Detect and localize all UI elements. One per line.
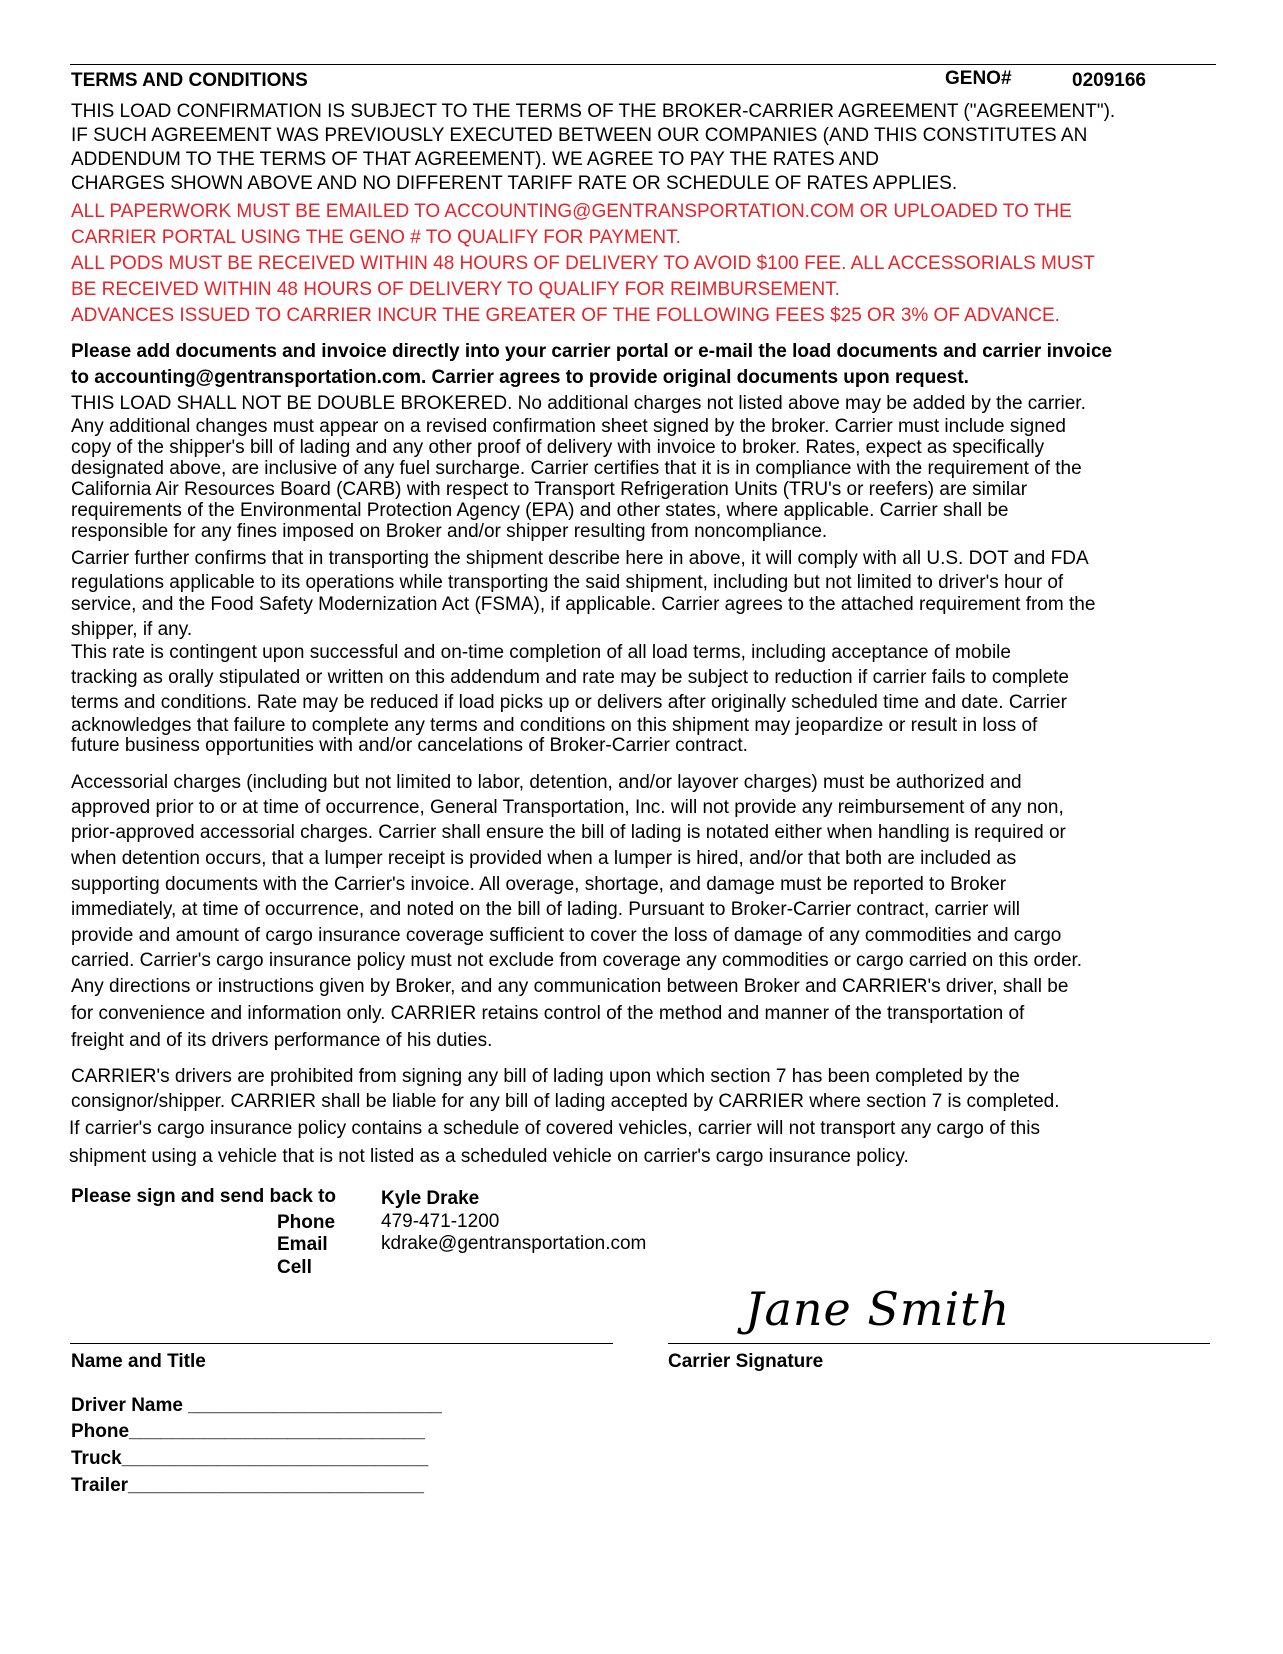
name-title-label: Name and Title — [71, 1351, 206, 1372]
text-line: service, and the Food Safety Modernization Act (FSMA), if applicable. Carrier agrees to the attached requirement from the — [71, 594, 1096, 615]
driver-phone-field: Phone____________________________ — [71, 1421, 425, 1442]
red-line: ALL PODS MUST BE RECEIVED WITHIN 48 HOURS OF DELIVERY TO AVOID $100 FEE. ALL ACCESSORIALS MUST — [71, 253, 1095, 274]
trailer-field: Trailer____________________________ — [71, 1475, 424, 1496]
email-label: Email — [277, 1234, 328, 1255]
portal-note — [71, 339, 1231, 391]
agreement-line: CHARGES SHOWN ABOVE AND NO DIFFERENT TARIFF RATE OR SCHEDULE OF RATES APPLIES. — [71, 173, 958, 194]
text-line: prior-approved accessorial charges. Carrier shall ensure the bill of lading is notated either when handling is required or — [71, 822, 1066, 843]
top-rule — [70, 64, 1216, 65]
text-line: when detention occurs, that a lumper receipt is provided when a lumper is hired, and/or that both are included as — [71, 848, 1017, 869]
red-line: ADVANCES ISSUED TO CARRIER INCUR THE GREATER OF THE FOLLOWING FEES $25 OR 3% OF ADVANCE. — [71, 305, 1060, 326]
text-line: freight and of its drivers performance of his duties. — [71, 1030, 493, 1051]
text-line: responsible for any fines imposed on Broker and/or shipper resulting from noncompliance. — [71, 521, 828, 542]
accessorial-paragraph — [71, 770, 1231, 1054]
text-line: consignor/shipper. CARRIER shall be liable for any bill of lading accepted by CARRIER where section 7 is completed. — [71, 1091, 1060, 1112]
cell-label: Cell — [277, 1257, 312, 1278]
text-line: supporting documents with the Carrier's invoice. All overage, shortage, and damage must be reported to Broker — [71, 874, 1007, 895]
agreement-paragraph — [71, 100, 1231, 196]
red-line: CARRIER PORTAL USING THE GENO # TO QUALIFY FOR PAYMENT. — [71, 227, 681, 248]
carrier-signature-label: Carrier Signature — [668, 1351, 824, 1372]
text-line: future business opportunities with and/or cancelations of Broker-Carrier contract. — [71, 735, 748, 756]
text-line: Any directions or instructions given by Broker, and any communication between Broker and CARRIER's driver, shall be — [71, 976, 1069, 997]
text-line: terms and conditions. Rate may be reduced if load picks up or delivers after originally scheduled time and date. Carrier — [71, 692, 1067, 713]
text-line: regulations applicable to its operations while transporting the said shipment, including but not limited to driver's hour of — [71, 572, 1064, 593]
rate-contingency-paragraph — [71, 640, 1231, 755]
bold-line: to accounting@gentransportation.com. Carrier agrees to provide original documents upon request. — [71, 367, 969, 388]
text-line: immediately, at time of occurrence, and noted on the bill of lading. Pursuant to Broker-Carrier contract, carrier will — [71, 899, 1021, 920]
name-title-line — [70, 1343, 613, 1344]
text-line: approved prior to or at time of occurrence, General Transportation, Inc. will not provide any reimbursement of any non, — [71, 797, 1064, 818]
text-line: requirements of the Environmental Protection Agency (EPA) and other states, where applicable. Carrier shall be — [71, 500, 1009, 521]
text-line: shipment using a vehicle that is not listed as a scheduled vehicle on carrier's cargo insurance policy. — [69, 1146, 909, 1167]
section7-paragraph — [71, 1064, 1231, 1170]
text-line: California Air Resources Board (CARB) with respect to Transport Refrigeration Units (TRU's or reefers) are similar — [71, 479, 1028, 500]
agreement-line: THIS LOAD CONFIRMATION IS SUBJECT TO THE TERMS OF THE BROKER-CARRIER AGREEMENT ("AGREEMENT"). — [71, 101, 1116, 122]
carrier-signature-line — [668, 1343, 1210, 1344]
text-line: for convenience and information only. CARRIER retains control of the method and manner of the transportation of — [71, 1003, 1025, 1024]
text-line: If carrier's cargo insurance policy contains a schedule of covered vehicles, carrier will not transport any cargo of this — [69, 1118, 1040, 1139]
phone-value: 479-471-1200 — [381, 1211, 500, 1232]
text-line: THIS LOAD SHALL NOT BE DOUBLE BROKERED. No additional charges not listed above may be added by the carrier. — [71, 393, 1086, 414]
bold-line: Please add documents and invoice directly into your carrier portal or e-mail the load documents and carrier invoice — [71, 341, 1113, 362]
terms-title: TERMS AND CONDITIONS — [71, 70, 308, 91]
text-line: copy of the shipper's bill of lading and any other proof of delivery with invoice to broker. Rates, expect as specifically — [71, 437, 1045, 458]
agreement-line: ADDENDUM TO THE TERMS OF THAT AGREEMENT). WE AGREE TO PAY THE RATES AND — [71, 149, 880, 170]
text-line: Carrier further confirms that in transporting the shipment describe here in above, it will comply with all U.S. DOT and FDA — [71, 548, 1089, 569]
payment-requirements — [71, 199, 1231, 329]
text-line: shipper, if any. — [71, 619, 193, 640]
agreement-line: IF SUCH AGREEMENT WAS PREVIOUSLY EXECUTED BETWEEN OUR COMPANIES (AND THIS CONSTITUTES AN — [71, 125, 1088, 146]
red-line: ALL PAPERWORK MUST BE EMAILED TO ACCOUNTING@GENTRANSPORTATION.COM OR UPLOADED TO THE — [71, 201, 1072, 222]
text-line: designated above, are inclusive of any fuel surcharge. Carrier certifies that it is in compliance with the requirement of the — [71, 458, 1082, 479]
email-value: kdrake@gentransportation.com — [381, 1233, 647, 1254]
double-broker-paragraph — [71, 392, 1231, 541]
dot-fda-paragraph — [71, 547, 1231, 645]
geno-label: GENO# — [945, 68, 1012, 89]
send-back-label: Please sign and send back to — [71, 1186, 337, 1207]
text-line: Accessorial charges (including but not limited to labor, detention, and/or layover charges) must be authorized and — [71, 772, 1022, 793]
text-line: provide and amount of cargo insurance coverage sufficient to cover the loss of damage of any commodities and cargo — [71, 925, 1062, 946]
text-line: This rate is contingent upon successful and on-time completion of all load terms, including acceptance of mobile — [71, 642, 1011, 663]
geno-number: 0209166 — [1072, 70, 1146, 91]
carrier-signature: Jane Smith — [745, 1282, 1011, 1336]
text-line: carried. Carrier's cargo insurance policy must not exclude from coverage any commodities or cargo carried on this order. — [71, 950, 1083, 971]
phone-label: Phone — [277, 1212, 336, 1233]
contact-name: Kyle Drake — [381, 1188, 480, 1209]
text-line: acknowledges that failure to complete any terms and conditions on this shipment may jeopardize or result in loss of — [71, 715, 1038, 736]
truck-field: Truck_____________________________ — [71, 1448, 429, 1469]
text-line: CARRIER's drivers are prohibited from signing any bill of lading upon which section 7 has been completed by the — [71, 1066, 1020, 1087]
text-line: Any additional changes must appear on a revised confirmation sheet signed by the broker. Carrier must include signed — [71, 416, 1066, 437]
driver-name-field: Driver Name ________________________ — [71, 1395, 442, 1416]
red-line: BE RECEIVED WITHIN 48 HOURS OF DELIVERY TO QUALIFY FOR REIMBURSEMENT. — [71, 279, 840, 300]
text-line: tracking as orally stipulated or written on this addendum and rate may be subject to reduction if carrier fails to complete — [71, 667, 1070, 688]
